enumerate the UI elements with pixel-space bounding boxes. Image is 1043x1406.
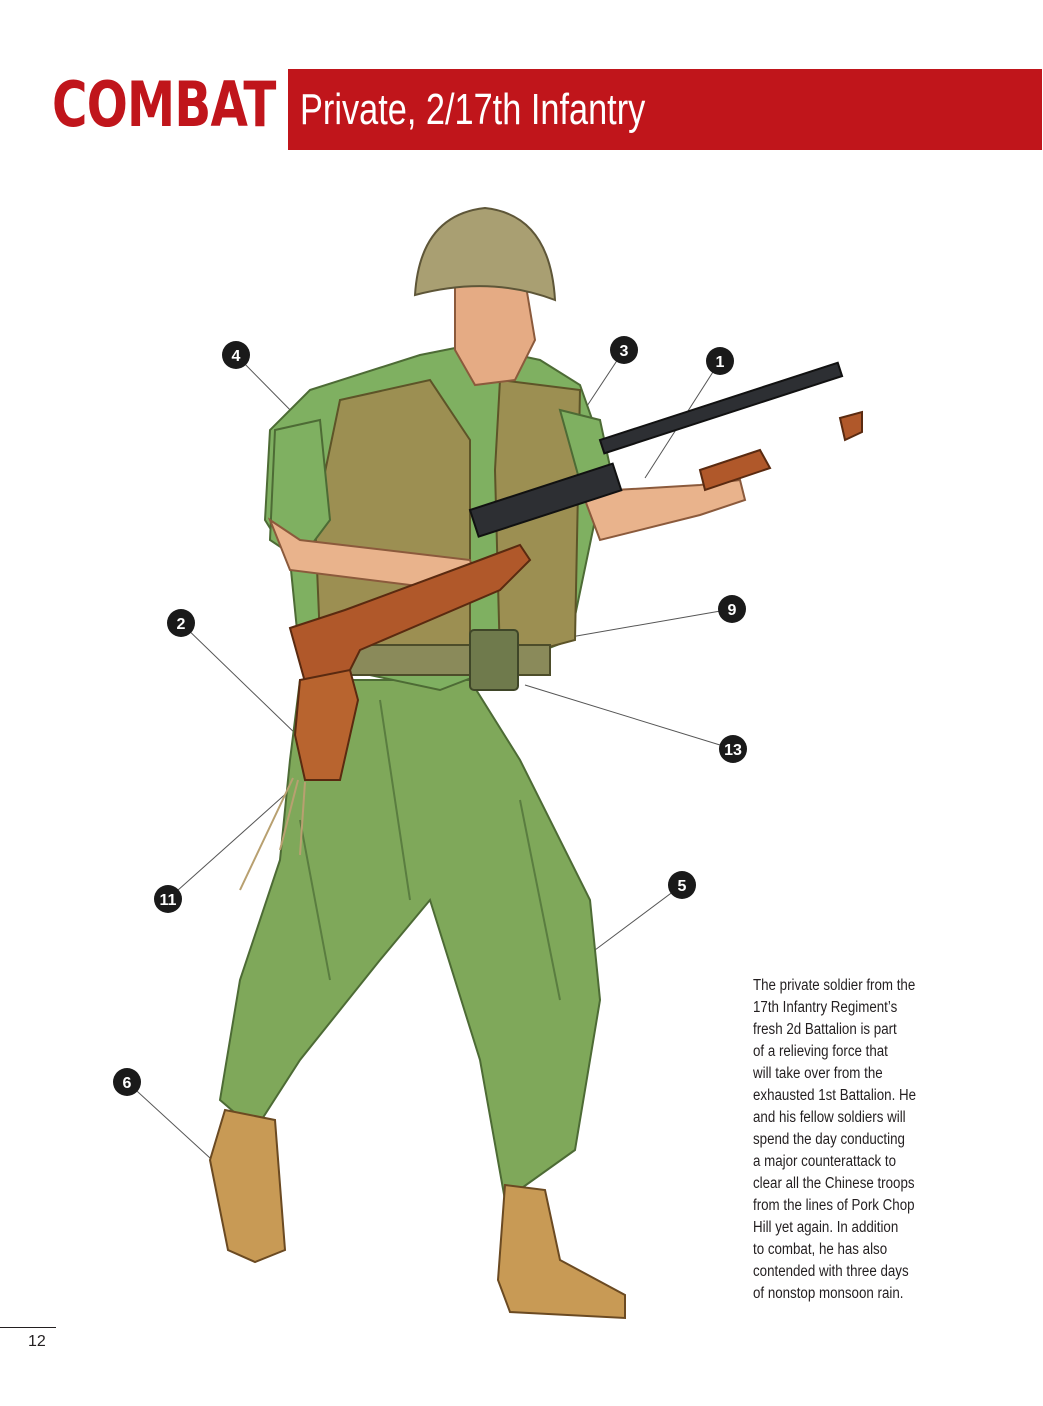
caption-line: of nonstop monsoon rain. [753, 1285, 904, 1302]
svg-text:2: 2 [176, 616, 186, 633]
callout-3 [610, 336, 638, 364]
page-number: 12 [28, 1333, 46, 1350]
svg-text:1: 1 [715, 354, 725, 371]
trousers [220, 680, 600, 1200]
svg-text:4: 4 [231, 348, 241, 365]
caption-line: clear all the Chinese troops [753, 1175, 915, 1192]
svg-text:11: 11 [159, 892, 177, 909]
callout-9 [718, 595, 746, 623]
caption-line: from the lines of Pork Chop [753, 1197, 915, 1214]
callout-5 [668, 871, 696, 899]
svg-text:9: 9 [727, 602, 737, 619]
caption-line: to combat, he has also [753, 1241, 888, 1258]
brand-logo: COMBAT [52, 68, 276, 141]
caption-line: fresh 2d Battalion is part [753, 1021, 897, 1038]
callout-6 [113, 1068, 141, 1096]
caption-line: 17th Infantry Regiment’s [753, 999, 898, 1016]
callout-1 [706, 347, 734, 375]
page-title: Private, 2/17th Infantry [300, 85, 646, 134]
caption-line: will take over from the [753, 1065, 883, 1082]
svg-text:5: 5 [677, 878, 687, 895]
caption-text [753, 975, 916, 1305]
callout-11 [154, 885, 182, 913]
callout-4 [222, 341, 250, 369]
caption-line: spend the day conducting [753, 1131, 905, 1148]
svg-text:3: 3 [619, 343, 629, 360]
folio-rule [0, 1327, 56, 1328]
callout-13 [719, 735, 747, 763]
caption-line: of a relieving force that [753, 1043, 888, 1060]
svg-text:6: 6 [122, 1075, 132, 1092]
callout-2 [167, 609, 195, 637]
svg-text:13: 13 [724, 742, 742, 759]
caption-line: and his fellow soldiers will [753, 1109, 906, 1126]
caption-line: exhausted 1st Battalion. He [753, 1087, 917, 1104]
caption-line: Hill yet again. In addition [753, 1219, 899, 1236]
caption-line: The private soldier from the [753, 977, 916, 994]
caption-line: contended with three days [753, 1263, 909, 1280]
caption-line: a major counterattack to [753, 1153, 897, 1170]
